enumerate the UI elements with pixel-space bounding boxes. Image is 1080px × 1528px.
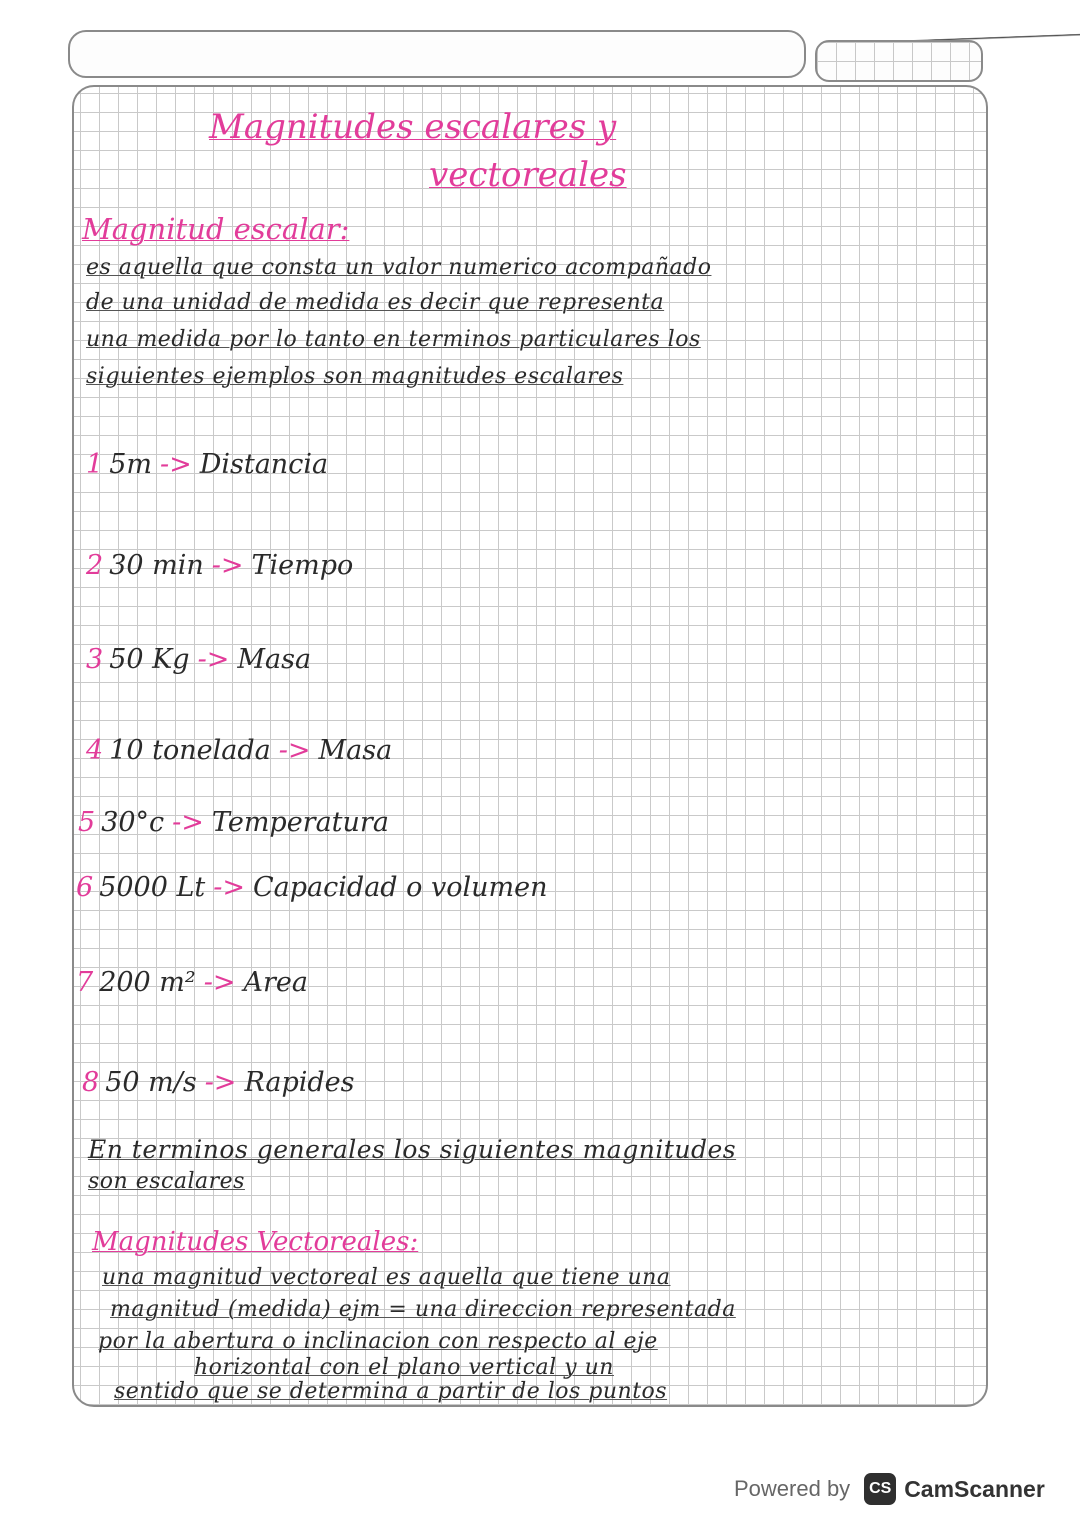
example-number: 4 <box>86 735 104 766</box>
example-number: 1 <box>86 449 104 480</box>
notebook-page <box>72 85 988 1407</box>
example-value: 50 m/s <box>105 1067 197 1098</box>
example-value: 30°c <box>101 807 165 838</box>
example-number: 8 <box>82 1067 100 1098</box>
vector-text-line: una magnitud vectoreal es aquella que tiene una <box>102 1265 671 1290</box>
vector-text-line: por la abertura o inclinacion con respecto al eje <box>98 1329 658 1354</box>
arrow-icon: -> <box>203 967 236 998</box>
example-label: Tiempo <box>251 550 354 581</box>
example-label: Masa <box>318 735 393 766</box>
example-label: Capacidad o volumen <box>253 872 548 903</box>
example-label: Masa <box>237 644 312 675</box>
example-label: Temperatura <box>211 807 389 838</box>
arrow-icon: -> <box>197 644 230 675</box>
example-item <box>76 872 548 903</box>
vector-text-line: magnitud (medida) ejm = una direccion representada <box>110 1297 736 1322</box>
example-label: Distancia <box>199 449 329 480</box>
arrow-icon: -> <box>213 872 246 903</box>
example-value: 50 Kg <box>109 644 190 675</box>
example-value: 5m <box>109 449 152 480</box>
arrow-icon: -> <box>204 1067 237 1098</box>
scalar-text-line: es aquella que consta un valor numerico acompañado <box>86 255 712 280</box>
page-title-line2: vectoreales <box>429 155 627 195</box>
notebook-header-bar <box>68 30 806 78</box>
arrow-icon: -> <box>172 807 204 838</box>
example-number: 5 <box>78 807 96 838</box>
watermark-brand: CamScanner <box>904 1475 1045 1502</box>
example-item <box>86 550 353 581</box>
notebook-date-box <box>815 40 983 82</box>
example-item <box>86 735 392 766</box>
watermark-powered-text: Powered by <box>734 1476 851 1501</box>
arrow-icon: -> <box>278 735 311 766</box>
general-note-line: son escalares <box>88 1169 245 1194</box>
scalar-text-line: siguientes ejemplos son magnitudes escalares <box>86 364 624 389</box>
example-item <box>86 644 311 675</box>
camscanner-logo-icon: CS <box>864 1473 896 1505</box>
example-number: 3 <box>86 644 104 675</box>
example-item <box>78 807 389 838</box>
page-title-line1: Magnitudes escalares y <box>209 107 617 147</box>
example-value: 200 m² <box>99 967 196 998</box>
example-number: 7 <box>76 967 94 998</box>
scalar-text-line: una medida por lo tanto en terminos particulares los <box>86 327 701 352</box>
example-value: 30 min <box>109 550 204 581</box>
example-number: 6 <box>76 872 94 903</box>
vector-text-line: sentido que se determina a partir de los puntos <box>114 1379 668 1404</box>
example-value: 10 tonelada <box>109 735 271 766</box>
example-item <box>86 449 328 480</box>
scalar-text-line: de una unidad de medida es decir que representa <box>86 290 665 315</box>
general-note-line: En terminos generales los siguientes magnitudes <box>88 1135 737 1164</box>
vector-heading: Magnitudes Vectoreales: <box>92 1227 419 1257</box>
vector-text-line: horizontal con el plano vertical y un <box>194 1355 614 1380</box>
camscanner-watermark <box>734 1468 1045 1510</box>
example-item <box>76 967 308 998</box>
example-label: Rapides <box>244 1067 355 1098</box>
example-value: 5000 Lt <box>99 872 206 903</box>
example-item <box>82 1067 355 1098</box>
arrow-icon: -> <box>211 550 244 581</box>
example-number: 2 <box>86 550 104 581</box>
arrow-icon: -> <box>159 449 192 480</box>
example-label: Area <box>243 967 308 998</box>
scalar-heading: Magnitud escalar: <box>82 212 350 246</box>
